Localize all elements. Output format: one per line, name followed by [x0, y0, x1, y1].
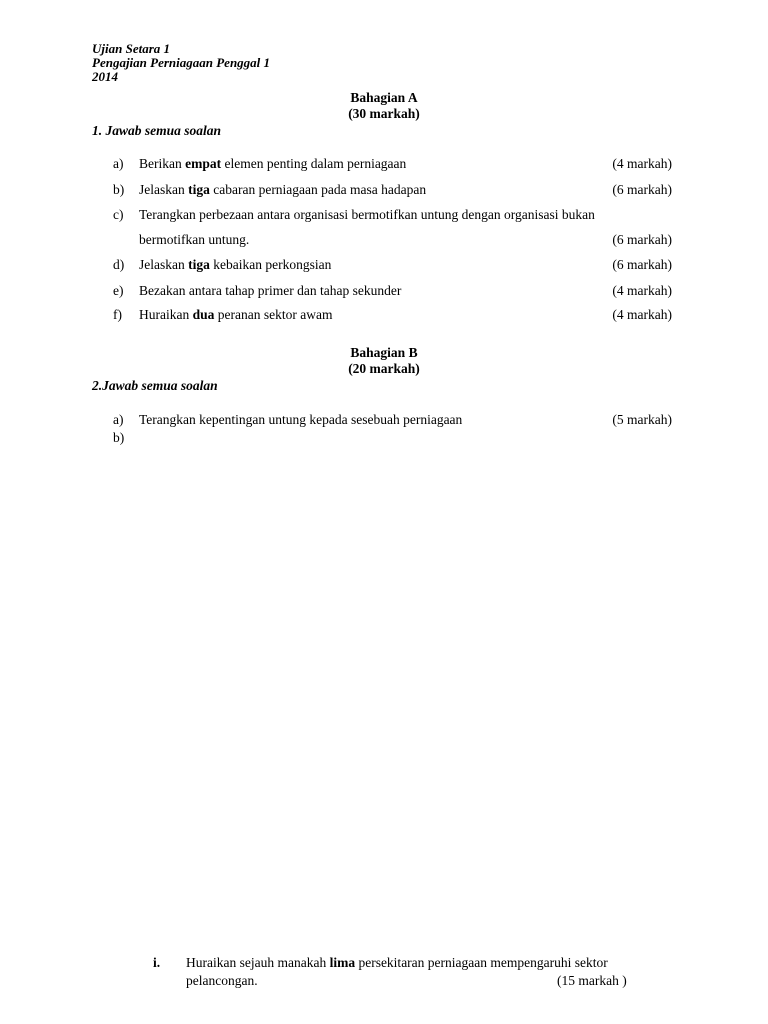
question-text-post: elemen penting dalam perniagaan: [221, 156, 407, 171]
sub-question-line2: pelancongan.: [186, 973, 258, 988]
question-text: [139, 181, 426, 199]
question-text-pre: Berikan: [139, 156, 186, 171]
question-text-post: kebaikan perkongsian: [209, 257, 332, 272]
question-text-pre: Terangkan perbezaan antara organisasi bermotifkan untung dengan organisasi bukan: [139, 207, 595, 222]
question-text-bold: empat: [185, 156, 222, 171]
sub-question-pre: Huraikan sejauh manakah: [186, 955, 330, 970]
section-a-title: Bahagian A: [350, 90, 418, 105]
sub-question-text: [186, 954, 608, 972]
question-row: [0, 429, 768, 447]
question-row: [0, 282, 768, 300]
sub-question-numeral: i.: [153, 955, 161, 970]
section-b-instruction: 2.Jawab semua soalan: [92, 378, 218, 393]
header-subject-name: Pengajian Perniagaan Penggal 1: [92, 55, 271, 70]
question-marks: (6 markah): [612, 257, 672, 272]
question-row: [0, 181, 768, 199]
section-a-instruction: 1. Jawab semua soalan: [92, 123, 222, 138]
sub-question-marks: (15 markah ): [557, 973, 627, 988]
question-row: [0, 306, 768, 324]
question-marks: (4 markah): [612, 156, 672, 171]
question-marks: (4 markah): [612, 283, 672, 298]
question-text: [139, 155, 406, 173]
question-text: [139, 206, 595, 224]
question-text-pre: Huraikan: [139, 307, 193, 322]
question-text-post: cabaran perniagaan pada masa hadapan: [209, 182, 427, 197]
question-text-bold: tiga: [188, 182, 210, 197]
header-subject-code: Ujian Setara 1: [92, 41, 171, 56]
question-row: [0, 206, 768, 224]
question-letter: e): [113, 283, 124, 298]
sub-question-post: persekitaran perniagaan mempengaruhi sektor: [355, 955, 608, 970]
question-letter: c): [113, 207, 124, 222]
question-letter: d): [113, 257, 125, 272]
question-text-bold: tiga: [188, 257, 210, 272]
question-letter: a): [113, 156, 124, 171]
question-row: [0, 155, 768, 173]
question-letter: b): [113, 430, 125, 445]
question-text-bold: dua: [192, 307, 215, 322]
question-marks: (5 markah): [612, 412, 672, 427]
question-row: [0, 411, 768, 429]
question-row: [0, 256, 768, 274]
question-text: [139, 282, 401, 300]
section-b-title: Bahagian B: [350, 345, 418, 360]
question-text-pre: Jelaskan: [139, 182, 189, 197]
question-text-pre: Bezakan antara tahap primer dan tahap sekunder: [139, 283, 402, 298]
section-b-marks: (20 markah): [348, 361, 420, 376]
question-text-pre: Jelaskan: [139, 257, 189, 272]
question-marks: (6 markah): [612, 182, 672, 197]
question-text-pre: Terangkan kepentingan untung kepada sesebuah perniagaan: [139, 412, 463, 427]
question-text: [139, 231, 249, 249]
question-text-pre: bermotifkan untung.: [139, 232, 250, 247]
question-text-post: peranan sektor awam: [214, 307, 333, 322]
section-a-marks: (30 markah): [348, 106, 420, 121]
header-year: 2014: [92, 69, 118, 84]
sub-question-bold: lima: [329, 955, 356, 970]
question-marks: (6 markah): [612, 232, 672, 247]
question-letter: f): [113, 307, 122, 322]
question-text: [139, 256, 331, 274]
question-marks: (4 markah): [612, 307, 672, 322]
question-letter: a): [113, 412, 124, 427]
question-letter: b): [113, 182, 125, 197]
question-text: [139, 411, 462, 429]
question-row: [0, 231, 768, 249]
question-text: [139, 306, 332, 324]
